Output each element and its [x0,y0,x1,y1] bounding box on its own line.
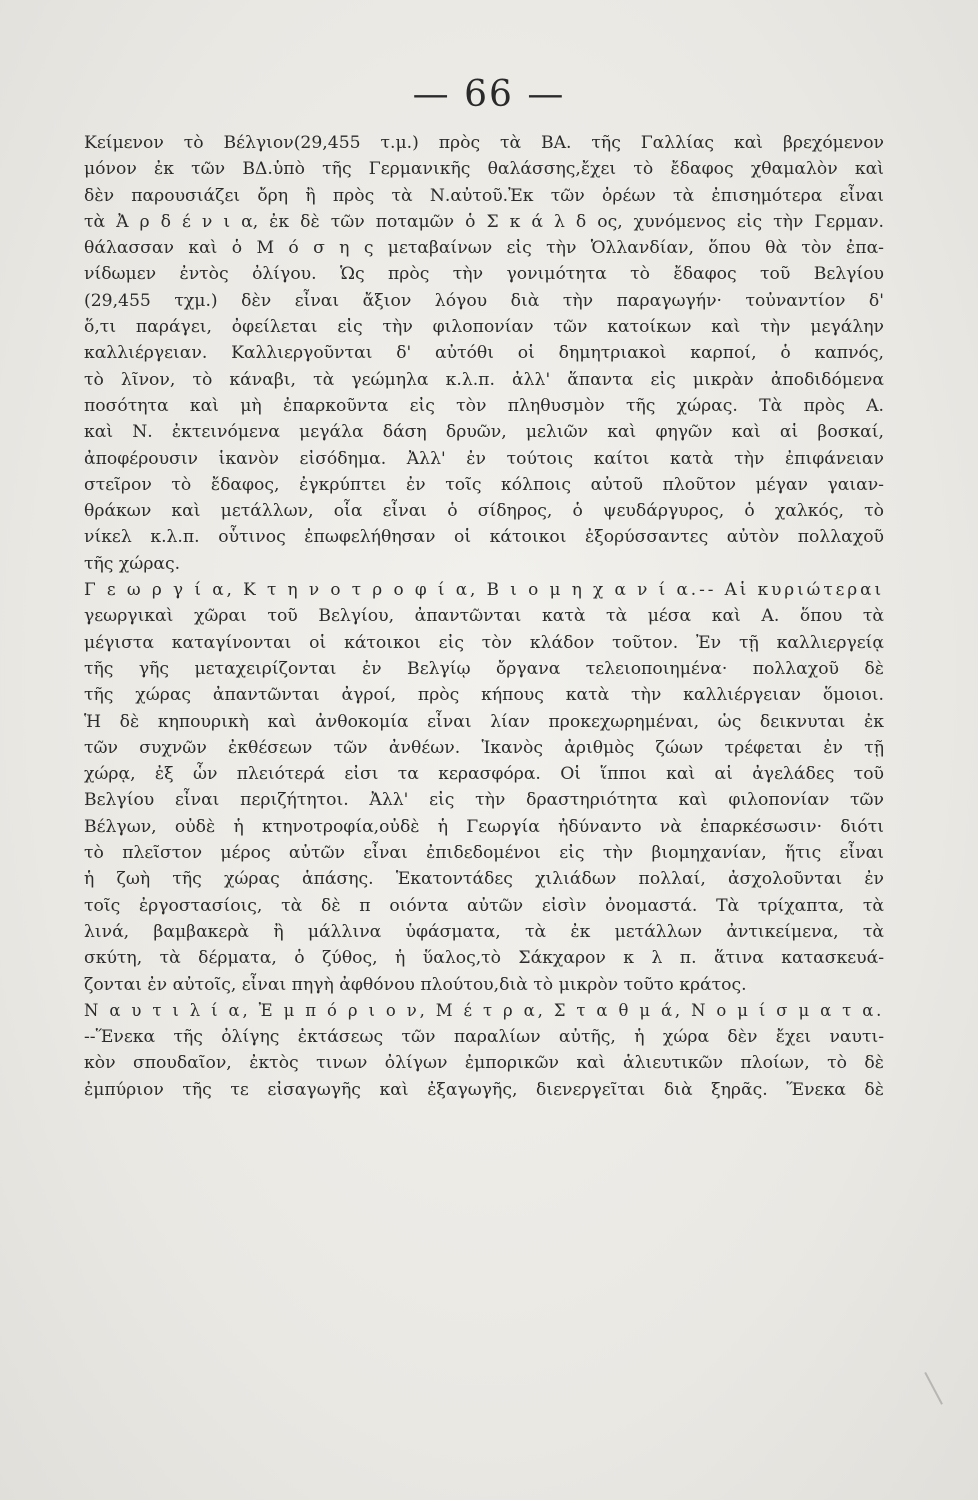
text-line: σκύτη, τὰ δέρματα, ὁ ζύθος, ἡ ὕαλος,τὸ Σάκχαρον κ λ π. ἅτινα κατασκευά- [84,948,884,969]
text-line: ἐμπύριον τῆς τε εἰσαγωγῆς καὶ ἐξαγωγῆς, διενεργεῖται διὰ ξηρᾶς. Ἕνεκα δὲ [84,1079,884,1100]
text-line: ποσότητα καὶ μὴ ἐπαρκοῦντα εἰς τὸν πληθυσμὸν τῆς χώρας. Τὰ πρὸς Α. [84,395,884,416]
text-line: νίκελ κ.λ.π. οὗτινος ἐπωφελήθησαν οἱ κάτοικοι ἐξορύσσαντες αὐτὸν πολλαχοῦ [84,527,884,548]
text-line: τὸ πλεῖστον μέρος αὐτῶν εἶναι ἐπιδεδομένοι εἰς τὴν βιομηχανίαν, ἥτις εἶναι [84,843,884,864]
text-line: μόνον ἐκ τῶν ΒΔ.ὑπὸ τῆς Γερμανικῆς θαλάσσης,ἔχει τὸ ἔδαφος χθαμαλὸν καὶ [84,159,884,180]
section-heading-line: Γ ε ω ρ γ ί α, Κ τ η ν ο τ ρ ο φ ί α, Β ι ο μ η χ α ν ί α.-- Αἱ κυριώτεραι [84,580,885,601]
text-line: (29,455 τχμ.) δὲν εἶναι ἄξιον λόγου διὰ τὴν παραγωγήν· τοὐναντίον δ' [84,290,884,311]
text-line: λινά, βαμβακερὰ ἢ μάλλινα ὑφάσματα, τὰ ἐκ μετάλλων ἀντικείμενα, τὰ [84,921,884,942]
text-line: Βέλγων, οὐδὲ ἡ κτηνοτροφία,οὐδὲ ἡ Γεωργία ἠδύναντο νὰ ἐπαρκέσωσιν· διότι [84,816,884,837]
text-line: ὅ,τι παράγει, ὀφείλεται εἰς τὴν φιλοπονίαν τῶν κατοίκων καὶ τὴν μεγάλην [84,317,884,338]
text-line: θάλασσαν καὶ ὁ Μ ό σ η ς μεταβαίνων εἰς τὴν Ὁλλανδίαν, ὅπου θὰ τὸν ἐπα- [84,238,884,259]
section-heading-line: Ν α υ τ ι λ ί α, Ἐ μ π ό ρ ι ο ν, Μ έ τ ρ α, Σ τ α θ μ ά, Ν ο μ ί σ μ α τ α. [84,1000,885,1021]
text-line: τῆς χώρας. [84,553,181,574]
text-line: κὸν σπουδαῖον, ἐκτὸς τινων ὀλίγων ἐμπορικῶν καὶ ἁλιευτικῶν πλοίων, τὸ δὲ [84,1053,884,1074]
text-line: τὰ Ἀ ρ δ έ ν ι α, ἐκ δὲ τῶν ποταμῶν ὁ Σ κ ά λ δ ος, χυνόμενος εἰς τὴν Γερμαν. [84,211,884,232]
text-line: θράκων καὶ μετάλλων, οἷα εἶναι ὁ σίδηρος, ὁ ψευδάργυρος, ὁ χαλκός, τὸ [84,501,884,522]
text-line: χώρᾳ, ἐξ ὧν πλειότερά εἰσι τα κερασφόρα. Οἱ ἵπποι καὶ αἱ ἀγελάδες τοῦ [84,764,884,785]
text-line: στεῖρον τὸ ἔδαφος, ἐγκρύπτει ἐν τοῖς κόλποις αὐτοῦ πλοῦτον μέγαν γαιαν- [84,474,884,495]
text-line: καὶ Ν. ἐκτεινόμενα μεγάλα δάση δρυῶν, μελιῶν καὶ φηγῶν καὶ αἱ βοσκαί, [84,422,884,443]
text-line: δὲν παρουσιάζει ὄρη ἢ πρὸς τὰ Ν.αὐτοῦ.Ἐκ τῶν ὀρέων τὰ ἐπισημότερα εἶναι [84,185,884,206]
text-line: ἡ ζωὴ τῆς χώρας ἁπάσης. Ἑκατοντάδες χιλιάδων πολλαί, ἀσχολοῦνται ἐν [84,869,884,890]
page-number: — 66 — [412,74,566,115]
text-line: τοῖς ἐργοστασίοις, τὰ δὲ π οιόντα αὐτῶν εἰσὶν ὀνομαστά. Τὰ τρίχαπτα, τὰ [84,895,884,916]
text-line: --Ἕνεκα τῆς ὀλίγης ἐκτάσεως τῶν παραλίων αὐτῆς, ἡ χώρα δὲν ἔχει ναυτι- [84,1027,884,1048]
text-line: Βελγίου εἶναι περιζήτητοι. Ἀλλ' εἰς τὴν δραστηριότητα καὶ φιλοπονίαν τῶν [84,790,884,811]
body-text [84,130,884,1103]
margin-pencil-mark [924,1367,951,1404]
text-line: τῆς χώρας ἀπαντῶνται ἀγροί, πρὸς κήπους κατὰ τὴν καλλιέργειαν ὅμοιοι. [84,685,884,706]
text-line: τὸ λῖνον, τὸ κάναβι, τὰ γεώμηλα κ.λ.π. ἀλλ' ἅπαντα εἰς μικρὰν ἀποδιδόμενα [84,369,884,390]
text-line: Ἡ δὲ κηπουρικὴ καὶ ἀνθοκομία εἶναι λίαν προκεχωρημέναι, ὡς δεικνυται ἐκ [84,711,884,732]
text-line: ἀποφέρουσιν ἱκανὸν εἰσόδημα. Ἀλλ' ἐν τούτοις καίτοι κατὰ τὴν ἐπιφάνειαν [84,448,884,469]
text-line: Κείμενον τὸ Βέλγιον(29,455 τ.μ.) πρὸς τὰ ΒΑ. τῆς Γαλλίας καὶ βρεχόμενον [84,133,884,153]
text-line: γεωργικαὶ χῶραι τοῦ Βελγίου, ἀπαντῶνται κατὰ τὰ μέσα καὶ Α. ὅπου τὰ [84,606,884,627]
text-line: νίδωμεν ἐντὸς ὀλίγου. Ὡς πρὸς τὴν γονιμότητα τὸ ἔδαφος τοῦ Βελγίου [84,264,884,285]
text-line: τῶν συχνῶν ἐκθέσεων τῶν ἀνθέων. Ἱκανὸς ἀριθμὸς ζώων τρέφεται ἐν τῇ [84,737,884,758]
text-line: μέγιστα καταγίνονται οἱ κάτοικοι εἰς τὸν κλάδον τοῦτον. Ἐν τῇ καλλιεργείᾳ [84,632,884,653]
text-line: καλλιέργειαν. Καλλιεργοῦνται δ' αὐτόθι οἱ δημητριακοὶ καρποί, ὁ καπνός, [84,343,884,364]
text-line: τῆς γῆς μεταχειρίζονται ἐν Βελγίῳ ὄργανα τελειοποιημένα· πολλαχοῦ δὲ [84,658,884,679]
text-line: ζονται ἐν αὐτοῖς, εἶναι πηγὴ ἀφθόνου πλούτου,διὰ τὸ μικρὸν τοῦτο κράτος. [84,974,747,995]
